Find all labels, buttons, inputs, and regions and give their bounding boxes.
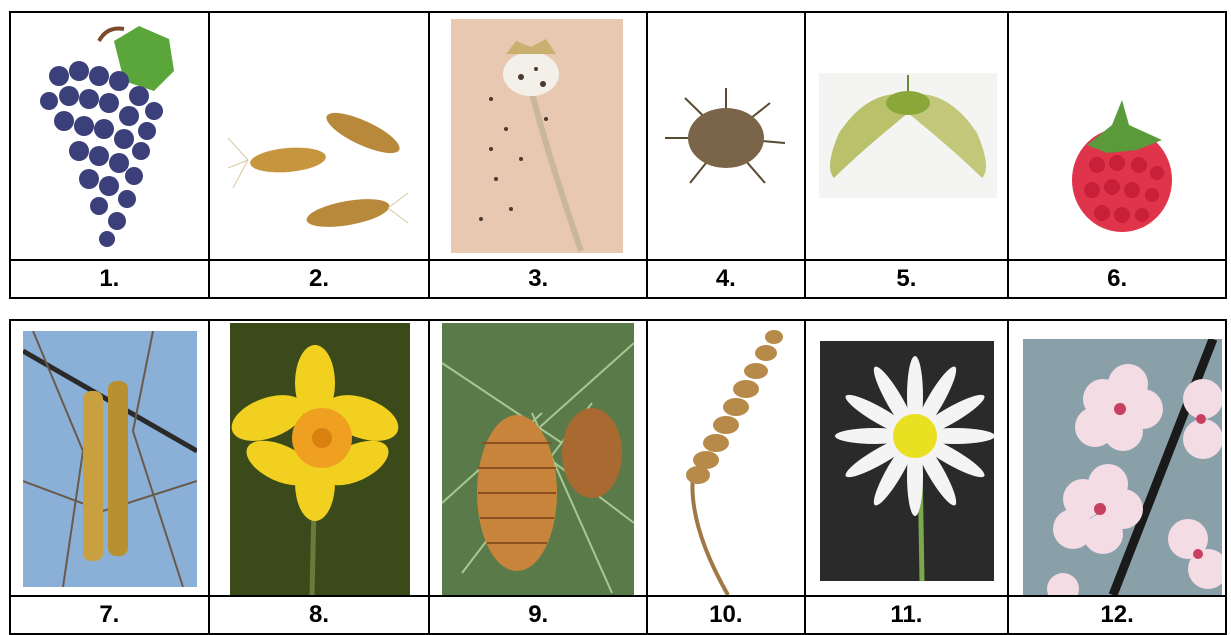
maple-samara-image	[819, 73, 997, 198]
cell-3-image	[429, 12, 647, 260]
oat-seeds-image	[228, 98, 408, 238]
label-1: 1.	[10, 260, 209, 298]
picture-table-bottom	[9, 319, 1227, 635]
raspberry-image	[1067, 95, 1177, 235]
label-2: 2.	[209, 260, 430, 298]
daisy-image	[820, 341, 994, 581]
grapes-image	[29, 21, 179, 253]
label-12: 12.	[1008, 596, 1226, 634]
poppy-seed-head-image	[451, 19, 623, 253]
wheat-ear-image	[668, 325, 788, 595]
cell-9-image	[429, 320, 647, 596]
cell-5-image	[805, 12, 1009, 260]
picture-table-top	[9, 11, 1227, 299]
cell-7-image	[10, 320, 209, 596]
thorn-apple-fruit-image	[660, 83, 793, 193]
cell-4-image	[647, 12, 805, 260]
label-7: 7.	[10, 596, 209, 634]
label-3: 3.	[429, 260, 647, 298]
cell-11-image	[805, 320, 1009, 596]
label-6: 6.	[1008, 260, 1226, 298]
cell-12-image	[1008, 320, 1226, 596]
label-4: 4.	[647, 260, 805, 298]
cherry-blossom-image	[1023, 339, 1222, 595]
label-9: 9.	[429, 596, 647, 634]
label-8: 8.	[209, 596, 430, 634]
label-5: 5.	[805, 260, 1009, 298]
cell-2-image	[209, 12, 430, 260]
hazel-catkins-image	[23, 331, 197, 587]
label-10: 10.	[647, 596, 805, 634]
cell-8-image	[209, 320, 430, 596]
label-11: 11.	[805, 596, 1009, 634]
cell-1-image	[10, 12, 209, 260]
cell-10-image	[647, 320, 805, 596]
daffodil-image	[230, 323, 410, 595]
cell-6-image	[1008, 12, 1226, 260]
pine-cone-image	[442, 323, 634, 595]
